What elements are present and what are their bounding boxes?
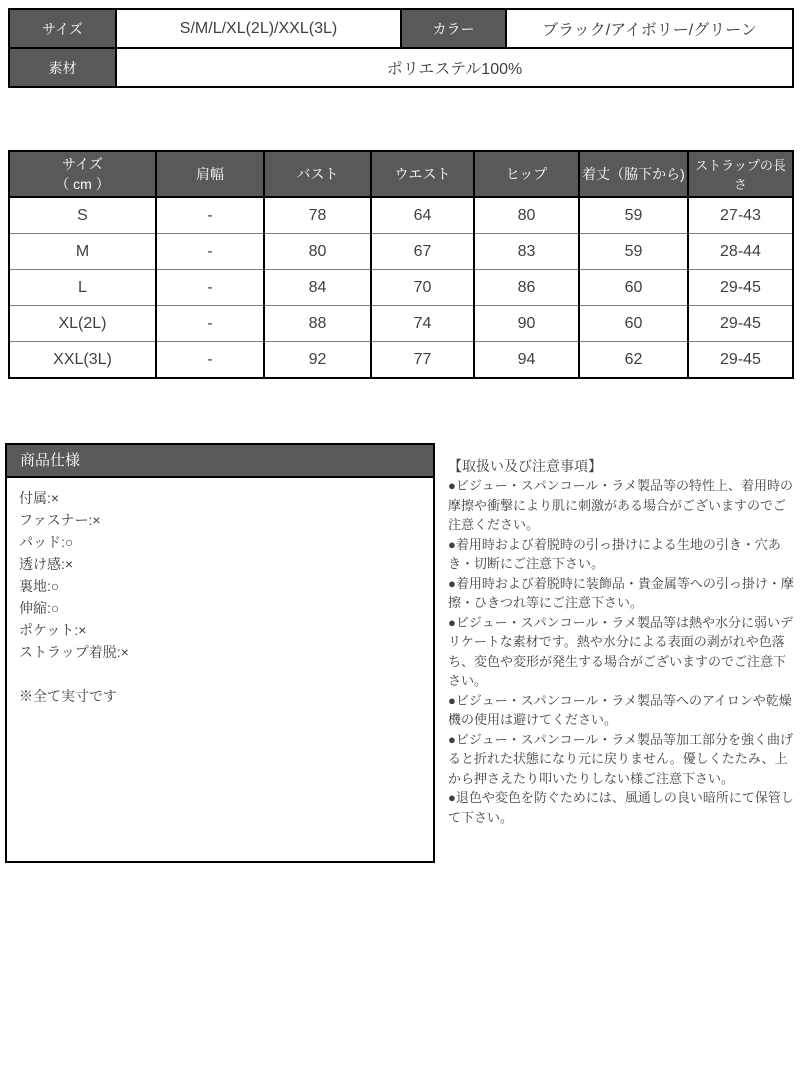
col-header-waist: ウエスト [371,151,474,197]
handling-note-item: ●ビジュー・スパンコール・ラメ製品等は熱や水分に弱いデリケートな素材です。熱や水分による表面の剥がれや色落ち、変色や変形が発生する場合がございますのでご注意下さい。 [448,614,793,688]
shoulder-value: - [156,270,264,306]
summary-row-size-color [9,9,793,48]
product-summary-table [8,8,794,88]
bust-value: 78 [264,197,371,234]
handling-note-item: ●着用時および着脱時の引っ掛けによる生地の引き・穴あき・切断にご注意下さい。 [448,536,781,571]
waist-value: 70 [371,270,474,306]
col-header-size-cm [9,151,156,197]
col-header-strap: ストラップの長さ [688,151,793,197]
product-spec-box [5,443,435,863]
spec-item: ファスナー:× [19,512,101,528]
size-chart-header-row [9,151,793,197]
handling-note-item: ●着用時および着脱時に装飾品・貴金属等への引っ掛け・摩擦・ひきつれ等にご注意下さい。 [448,575,794,610]
size-row-xxl [9,342,793,379]
color-label-cell: カラー [401,9,506,48]
size-chart-table [8,150,794,379]
waist-value: 67 [371,234,474,270]
length-value: 59 [579,197,688,234]
summary-row-material [9,48,793,87]
spec-item: 付属:× [19,490,60,506]
spec-item: 伸縮:○ [19,600,60,616]
waist-value: 77 [371,342,474,379]
size-row-m [9,234,793,270]
shoulder-value: - [156,234,264,270]
length-value: 60 [579,270,688,306]
bust-value: 88 [264,306,371,342]
waist-value: 64 [371,197,474,234]
shoulder-value: - [156,342,264,379]
spec-item: ストラップ着脱:× [19,644,129,660]
shoulder-value: - [156,306,264,342]
length-value: 62 [579,342,688,379]
shoulder-value: - [156,197,264,234]
hip-value: 83 [474,234,579,270]
spec-item: ポケット:× [19,622,87,638]
hip-value: 80 [474,197,579,234]
strap-value: 29-45 [688,342,793,379]
handling-note-item: ●ビジュー・スパンコール・ラメ製品等の特性上、着用時の摩擦や衝撃により肌に刺激がある場合がございますのでご注意ください。 [448,478,793,532]
size-label: L [9,270,156,306]
bust-value: 92 [264,342,371,379]
strap-value: 29-45 [688,306,793,342]
col-header-bust: バスト [264,151,371,197]
bust-value: 84 [264,270,371,306]
length-value: 59 [579,234,688,270]
hip-value: 90 [474,306,579,342]
size-row-s [9,197,793,234]
handling-note-item: ●退色や変色を防ぐためには、風通しの良い暗所にて保管して下さい。 [448,790,794,825]
product-spec-title: 商品仕様 [7,445,433,478]
spec-item: パッド:○ [19,534,74,550]
hip-value: 86 [474,270,579,306]
handling-note-item: ●ビジュー・スパンコール・ラメ製品等へのアイロンや乾燥機の使用は避けてください。 [448,692,792,727]
strap-value: 29-45 [688,270,793,306]
length-value: 60 [579,306,688,342]
size-row-xl [9,306,793,342]
col-header-size-line1: サイズ [62,156,103,172]
spec-item: 裏地:○ [19,578,60,594]
color-value-cell: ブラック/アイボリー/グリーン [506,9,793,48]
size-label: XL(2L) [9,306,156,342]
strap-value: 28-44 [688,234,793,270]
col-header-size-line2: （ cm ） [55,176,110,192]
product-spec-list [7,478,433,707]
material-value-cell: ポリエステル100% [116,48,793,87]
strap-value: 27-43 [688,197,793,234]
size-label: M [9,234,156,270]
spec-item: 透け感:× [19,556,74,572]
waist-value: 74 [371,306,474,342]
handling-note-item: ●ビジュー・スパンコール・ラメ製品等加工部分を強く曲げると折れた状態になり元に戻りません。優しくたたみ、上から押さえたり叩いたりしない様ご注意下さい。 [448,731,793,786]
handling-notes-title: 【取扱い及び注意事項】 [448,458,602,474]
hip-value: 94 [474,342,579,379]
material-label-cell: 素材 [9,48,116,87]
col-header-length: 着丈（脇下から) [579,151,688,197]
size-value-cell: S/M/L/XL(2L)/XXL(3L) [116,9,401,48]
col-header-hip: ヒップ [474,151,579,197]
handling-notes [448,456,796,827]
size-label-cell: サイズ [9,9,116,48]
bust-value: 80 [264,234,371,270]
spec-measurement-note: ※全て実寸です [19,688,117,704]
size-row-l [9,270,793,306]
size-label: XXL(3L) [9,342,156,379]
col-header-shoulder: 肩幅 [156,151,264,197]
size-label: S [9,197,156,234]
